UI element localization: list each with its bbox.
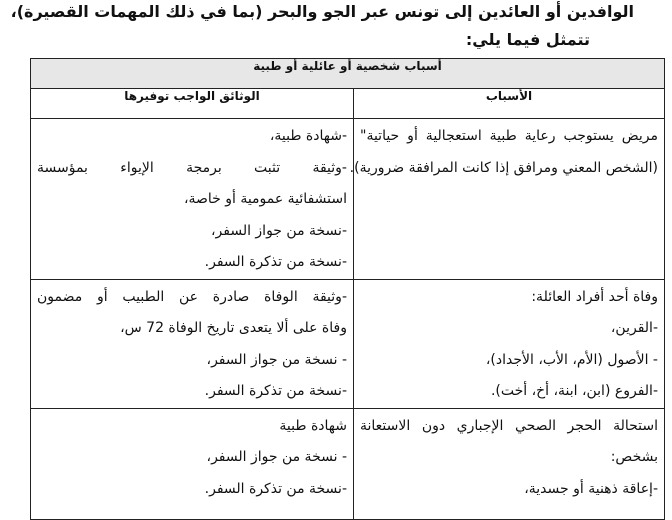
document-line: شهادة طبية bbox=[279, 417, 347, 434]
documents-cell bbox=[31, 408, 354, 519]
document-line: -وثيقة تثبت برمجة الإيواء بمؤسسة bbox=[37, 159, 347, 176]
table-title: أسباب شخصية أو عائلية أو طبية bbox=[31, 59, 665, 89]
reason-line: (الشخص المعني ومرافق إذا كانت المرافقة ضرورية). bbox=[349, 159, 658, 176]
document-line: -نسخة من تذكرة السفر. bbox=[204, 383, 347, 399]
intro-line-1: الوافدين أو العائدين إلى تونس عبر الجو والبحر (بما في ذلك المهمات القصيرة)، bbox=[10, 2, 634, 21]
document-line: -نسخة من جواز السفر، bbox=[211, 222, 347, 239]
document-line: -شهادة طبية، bbox=[269, 128, 347, 144]
table-header-row bbox=[31, 89, 665, 119]
document-line: وفاة على ألا يتعدى تاريخ الوفاة 72 س، bbox=[120, 320, 347, 336]
intro-line-2: تتمثل فيما يلي: bbox=[465, 30, 590, 49]
reason-line: -إعاقة ذهنية أو جسدية، bbox=[524, 480, 658, 497]
header-documents: الوثائق الواجب توفيرها bbox=[31, 89, 354, 119]
reason-line: - الأصول (الأم، الأب، الأجداد)، bbox=[485, 351, 658, 368]
table-row bbox=[31, 408, 665, 519]
reason-line: مريض يستوجب رعاية طبية استعجالية أو حياتية" bbox=[360, 128, 658, 144]
document-line: استشفائية عمومية أو خاصة، bbox=[183, 191, 347, 207]
documents-cell bbox=[31, 119, 354, 280]
document-line: -وثيقة الوفاة صادرة عن الطبيب أو مضمون bbox=[37, 288, 347, 305]
table-row bbox=[31, 119, 665, 280]
document-line: -نسخة من تذكرة السفر. bbox=[204, 480, 347, 497]
reasons-cell bbox=[349, 119, 665, 280]
documents-cell bbox=[31, 279, 354, 408]
document-line: -نسخة من تذكرة السفر. bbox=[204, 254, 347, 270]
table-row bbox=[31, 279, 665, 408]
reason-line: -الفروع (ابن، ابنة، أخ، أخت). bbox=[490, 383, 658, 399]
document-line: - نسخة من جواز السفر، bbox=[206, 449, 347, 465]
reason-line: بشخص: bbox=[610, 449, 658, 465]
reason-line: استحالة الحجر الصحي الإجباري دون الاستعانة bbox=[360, 417, 658, 434]
table-title-row bbox=[31, 59, 665, 89]
header-reasons: الأسباب bbox=[354, 89, 665, 119]
document-line: - نسخة من جواز السفر، bbox=[206, 351, 347, 368]
reasons-cell bbox=[354, 279, 665, 408]
reasons-cell bbox=[354, 408, 665, 519]
reason-line: -القرين، bbox=[610, 320, 658, 336]
reason-line: وفاة أحد أفراد العائلة: bbox=[531, 288, 658, 305]
requirements-table bbox=[30, 58, 665, 520]
